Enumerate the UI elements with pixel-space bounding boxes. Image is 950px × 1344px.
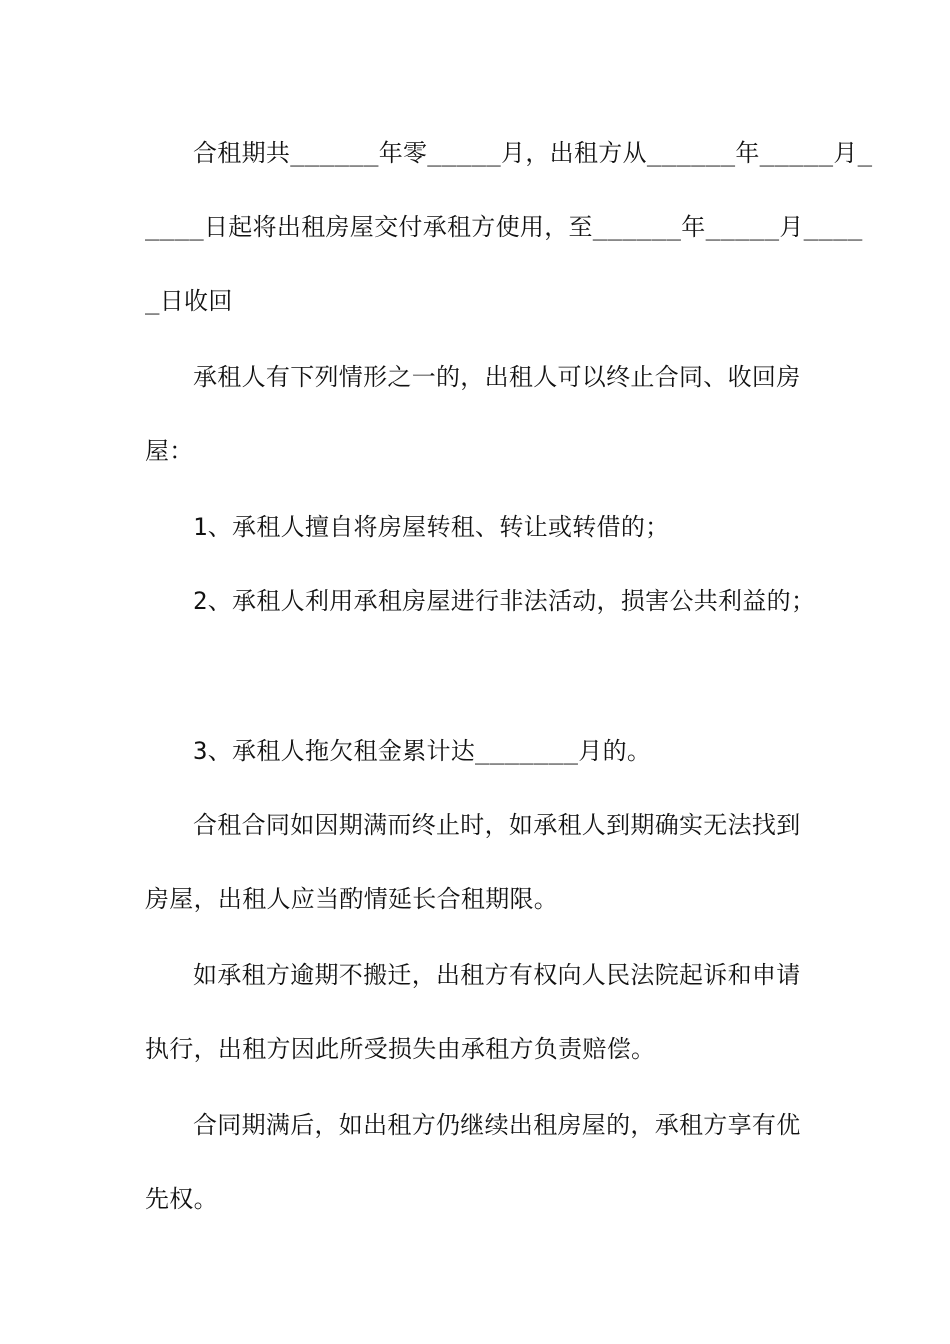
overdue-clause-line-2: 执行，出租方因此所受损失由承租方负责赔偿。 (145, 1035, 656, 1063)
termination-intro-line-2: 屋： (145, 437, 194, 465)
termination-item-1: 1、承租人擅自将房屋转租、转让或转借的； (193, 513, 670, 541)
expiry-clause-line-2: 房屋，出租人应当酌情延长合租期限。 (145, 885, 559, 913)
lease-term-line-3: _日收回 (145, 287, 233, 315)
termination-item-2: 2、承租人利用承租房屋进行非法活动，损害公共利益的； (193, 587, 816, 615)
termination-item-3: 3、承租人拖欠租金累计达_______月的。 (193, 737, 652, 765)
termination-intro-line-1: 承租人有下列情形之一的，出租人可以终止合同、收回房 (193, 363, 801, 391)
lease-term-line-2: ____日起将出租房屋交付承租方使用，至______年_____月____ (145, 213, 863, 241)
priority-clause-line-2: 先权。 (145, 1185, 218, 1213)
expiry-clause-line-1: 合租合同如因期满而终止时，如承租人到期确实无法找到 (193, 811, 801, 839)
priority-clause-line-1: 合同期满后，如出租方仍继续出租房屋的，承租方享有优 (193, 1111, 801, 1139)
lease-term-line-1: 合租期共______年零_____月，出租方从______年_____月_ (193, 139, 873, 167)
overdue-clause-line-1: 如承租方逾期不搬迁，出租方有权向人民法院起诉和申请 (193, 961, 801, 989)
